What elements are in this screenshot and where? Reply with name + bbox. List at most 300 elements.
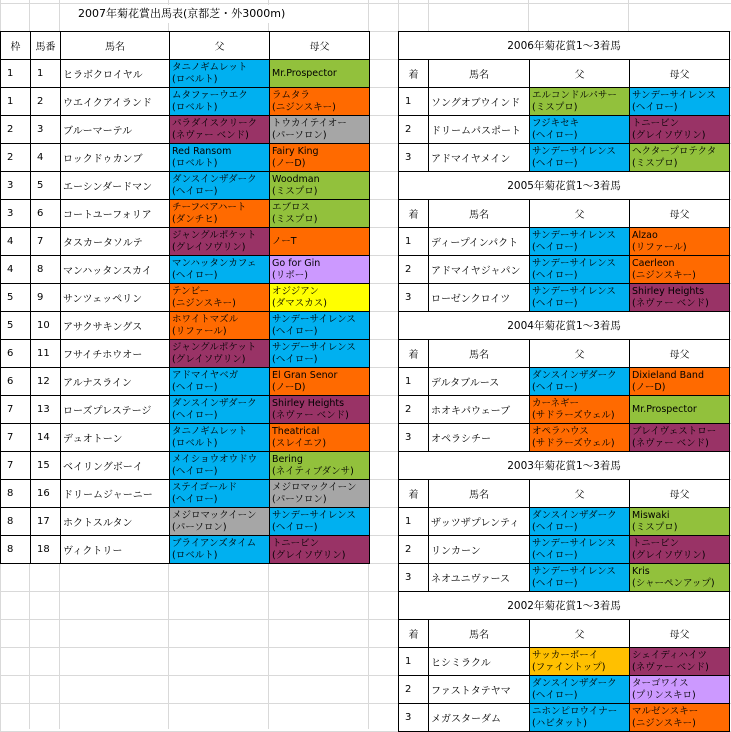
- past-row: [399, 116, 730, 144]
- horse-name-cell: ヒラボクロイヤル: [61, 60, 170, 88]
- sire-cell-line: ホワイトマズル: [172, 313, 239, 325]
- waku-cell: 2: [1, 144, 31, 172]
- rank-cell: 2: [399, 256, 429, 284]
- past-header-cell: 馬名: [429, 60, 530, 88]
- broodmare-sire-cell-line: Alzao: [632, 229, 658, 241]
- past-row: [399, 396, 730, 424]
- sire-cell-line: メイショウオウドウ: [172, 453, 258, 465]
- past-row: [399, 564, 730, 592]
- sire-cell-line: サンデーサイレンス: [532, 565, 616, 577]
- broodmare-sire-cell: [270, 508, 370, 536]
- sire-cell: [170, 200, 270, 228]
- sire-cell: [170, 368, 270, 396]
- broodmare-sire-cell: [270, 396, 370, 424]
- past-header-cell: 馬名: [429, 620, 530, 648]
- broodmare-sire-cell-line: Caerleon: [632, 257, 675, 269]
- rank-cell: 2: [399, 116, 429, 144]
- broodmare-sire-cell-line: El Gran Senor: [272, 369, 338, 381]
- broodmare-sire-cell: [630, 508, 730, 536]
- waku-cell: 4: [1, 256, 31, 284]
- past-header-row: [399, 480, 730, 508]
- broodmare-sire-cell-line: オジジアン: [272, 285, 319, 297]
- sire-cell-line: (グレイソヴリン): [172, 353, 246, 365]
- sire-cell-line: アドマイヤベガ: [172, 369, 239, 381]
- sire-cell-line: エルコンドルパサー: [532, 89, 617, 101]
- umaban-cell: 16: [31, 480, 61, 508]
- past-header-row: [399, 340, 730, 368]
- rank-cell: 1: [399, 88, 429, 116]
- broodmare-sire-cell: [270, 228, 370, 256]
- sire-cell-line: パラダイスクリーク: [172, 117, 258, 129]
- sire-cell: [170, 88, 270, 116]
- sire-cell-line: カーネギー: [532, 397, 580, 409]
- broodmare-sire-cell: [270, 368, 370, 396]
- sire-cell-line: (サドラーズウェル): [532, 437, 615, 449]
- sire-cell-line: ブライアンズタイム: [172, 537, 257, 549]
- sire-cell: [530, 144, 630, 172]
- horse-name-cell: ヴィクトリー: [61, 536, 170, 564]
- sire-cell-line: (グレイソヴリン): [172, 241, 246, 253]
- waku-cell: 6: [1, 368, 31, 396]
- horse-name-cell: ウエイクアイランド: [61, 88, 170, 116]
- broodmare-sire-cell-line: トウカイテイオー: [272, 117, 347, 129]
- broodmare-sire-cell-line: (ニジンスキー): [632, 717, 696, 729]
- past-row: [399, 424, 730, 452]
- broodmare-sire-cell-line: トニービン: [632, 537, 680, 549]
- rank-cell: 2: [399, 396, 429, 424]
- sire-cell-line: (ロベルト): [172, 437, 218, 449]
- sire-cell-line: ダンスインザダーク: [532, 509, 617, 521]
- waku-cell: 7: [1, 452, 31, 480]
- sire-cell: [530, 228, 630, 256]
- sire-cell: [530, 116, 630, 144]
- broodmare-sire-cell-line: (ヘイロー): [272, 521, 318, 533]
- past-header-cell: 着: [399, 620, 429, 648]
- horse-name-cell: ローゼンクロイツ: [429, 284, 530, 312]
- past-row: [399, 228, 730, 256]
- waku-cell: 8: [1, 508, 31, 536]
- past-header-cell: 母父: [630, 200, 730, 228]
- broodmare-sire-cell: [270, 116, 370, 144]
- broodmare-sire-cell-line: (プリンスキロ): [632, 689, 696, 701]
- horse-name-cell: ディープインパクト: [429, 228, 530, 256]
- umaban-cell: 14: [31, 424, 61, 452]
- broodmare-sire-cell: [630, 564, 730, 592]
- broodmare-sire-cell-line: (ニジンスキー): [632, 269, 696, 281]
- sire-cell-line: ジャングルポケット: [172, 229, 257, 241]
- umaban-cell: 11: [31, 340, 61, 368]
- sire-cell-line: ムタファーウエク: [172, 89, 248, 101]
- past-row: [399, 676, 730, 704]
- sire-cell: [170, 452, 270, 480]
- sire-cell-line: (ヘイロー): [172, 493, 218, 505]
- sire-cell-line: (ヘイロー): [532, 549, 578, 561]
- sire-cell-line: ステイゴールド: [172, 481, 238, 493]
- broodmare-sire-cell-line: メジロマックイーン: [272, 481, 357, 493]
- past-section-title: 2002年菊花賞1〜3着馬: [399, 592, 730, 620]
- broodmare-sire-cell: [630, 88, 730, 116]
- entry-row: [1, 340, 370, 368]
- sire-cell-line: Red Ransom: [172, 145, 232, 157]
- past-header-cell: 父: [530, 620, 630, 648]
- past-header-cell: 馬名: [429, 340, 530, 368]
- past-section-title: 2006年菊花賞1〜3着馬: [399, 32, 730, 60]
- sire-cell-line: (ロベルト): [172, 157, 218, 169]
- sire-cell-line: (ヘイロー): [532, 269, 578, 281]
- broodmare-sire-cell: [630, 144, 730, 172]
- past-header-cell: 馬名: [429, 480, 530, 508]
- sire-cell: [170, 284, 270, 312]
- horse-name-cell: ホオキパウェーブ: [429, 396, 530, 424]
- entries-header-cell: 馬名: [61, 32, 170, 60]
- sire-cell-line: (ロベルト): [172, 73, 218, 85]
- sire-cell: [530, 284, 630, 312]
- past-row: [399, 508, 730, 536]
- sire-cell-line: ダンスインザダーク: [172, 397, 257, 409]
- past-header-cell: 父: [530, 60, 630, 88]
- horse-name-cell: デュオトーン: [61, 424, 170, 452]
- broodmare-sire-cell-line: トニービン: [272, 537, 320, 549]
- broodmare-sire-cell-line: (ネイティブダンサ): [272, 465, 354, 477]
- past-header-cell: 父: [530, 340, 630, 368]
- past-row: [399, 144, 730, 172]
- sire-cell-line: (ヘイロー): [172, 381, 218, 393]
- sire-cell-line: (ヘイロー): [532, 577, 578, 589]
- umaban-cell: 2: [31, 88, 61, 116]
- past-header-cell: 着: [399, 200, 429, 228]
- broodmare-sire-cell-line: Dixieland Band: [632, 369, 704, 381]
- horse-name-cell: ホクトスルタン: [61, 508, 170, 536]
- past-section-title-row: [399, 172, 730, 200]
- broodmare-sire-cell-line: サンデーサイレンス: [272, 313, 356, 325]
- sire-cell-line: ダンスインザダーク: [532, 677, 617, 689]
- waku-cell: 2: [1, 116, 31, 144]
- sire-cell: [170, 396, 270, 424]
- broodmare-sire-cell-line: Mr.Prospector: [272, 67, 337, 79]
- sire-cell: [530, 676, 630, 704]
- umaban-cell: 12: [31, 368, 61, 396]
- sire-cell: [530, 368, 630, 396]
- broodmare-sire-cell: [270, 424, 370, 452]
- sire-cell-line: (ヘイロー): [532, 129, 578, 141]
- rank-cell: 2: [399, 536, 429, 564]
- broodmare-sire-cell-line: (パーソロン): [272, 493, 327, 505]
- past-row: [399, 648, 730, 676]
- broodmare-sire-cell: [270, 88, 370, 116]
- sire-cell-line: サンデーサイレンス: [532, 257, 616, 269]
- past-header-cell: 着: [399, 480, 429, 508]
- horse-name-cell: アドマイヤメイン: [429, 144, 530, 172]
- sire-cell: [530, 648, 630, 676]
- past-section-title-row: [399, 312, 730, 340]
- broodmare-sire-cell-line: (ネヴァー ベンド): [632, 437, 709, 449]
- broodmare-sire-cell: [270, 340, 370, 368]
- umaban-cell: 18: [31, 536, 61, 564]
- sire-cell-line: サッカーボーイ: [532, 649, 599, 661]
- waku-cell: 5: [1, 284, 31, 312]
- broodmare-sire-cell-line: サンデーサイレンス: [272, 509, 356, 521]
- horse-name-cell: デルタブルース: [429, 368, 530, 396]
- entries-header-cell: 母父: [270, 32, 370, 60]
- sire-cell-line: (ミスプロ): [532, 101, 578, 113]
- sire-cell-line: (ヘイロー): [172, 185, 218, 197]
- horse-name-cell: コートユーフォリア: [61, 200, 170, 228]
- broodmare-sire-cell-line: Theatrical: [272, 425, 320, 437]
- broodmare-sire-cell-line: (ヘイロー): [272, 353, 318, 365]
- horse-name-cell: ソングオブウインド: [429, 88, 530, 116]
- entry-row: [1, 88, 370, 116]
- sire-cell: [530, 424, 630, 452]
- sire-cell: [170, 312, 270, 340]
- sire-cell-line: (ロベルト): [172, 549, 218, 561]
- horse-name-cell: ヒシミラクル: [429, 648, 530, 676]
- entries-header-cell: 父: [170, 32, 270, 60]
- waku-cell: 7: [1, 424, 31, 452]
- broodmare-sire-cell: [270, 480, 370, 508]
- entries-header-cell: 枠: [1, 32, 31, 60]
- past-header-cell: 父: [530, 480, 630, 508]
- sire-cell-line: (ダンチヒ): [172, 213, 218, 225]
- waku-cell: 1: [1, 88, 31, 116]
- rank-cell: 1: [399, 508, 429, 536]
- past-header-cell: 着: [399, 60, 429, 88]
- broodmare-sire-cell: [630, 116, 730, 144]
- sire-cell: [170, 116, 270, 144]
- broodmare-sire-cell: [630, 704, 730, 732]
- rank-cell: 1: [399, 368, 429, 396]
- broodmare-sire-cell: [270, 536, 370, 564]
- rank-cell: 3: [399, 564, 429, 592]
- entry-row: [1, 200, 370, 228]
- sire-cell-line: タニノギムレット: [172, 61, 248, 73]
- broodmare-sire-cell-line: (ネヴァー ベンド): [272, 409, 349, 421]
- entry-row: [1, 172, 370, 200]
- horse-name-cell: ロックドゥカンブ: [61, 144, 170, 172]
- sire-cell-line: (ヘイロー): [532, 689, 578, 701]
- entries-header-row: [1, 32, 370, 60]
- broodmare-sire-cell-line: ラムタラ: [272, 89, 310, 101]
- broodmare-sire-cell-line: Fairy King: [272, 145, 319, 157]
- broodmare-sire-cell-line: (リボー): [272, 269, 308, 281]
- broodmare-sire-cell-line: (パーソロン): [272, 129, 327, 141]
- horse-name-cell: オペラシチー: [429, 424, 530, 452]
- broodmare-sire-cell-line: Kris: [632, 565, 650, 577]
- umaban-cell: 7: [31, 228, 61, 256]
- sire-cell-line: (ファイントップ): [532, 661, 606, 673]
- entry-row: [1, 116, 370, 144]
- past-header-cell: 父: [530, 200, 630, 228]
- umaban-cell: 1: [31, 60, 61, 88]
- sire-cell: [170, 172, 270, 200]
- broodmare-sire-cell: [630, 424, 730, 452]
- sire-cell-line: (ヘイロー): [532, 157, 578, 169]
- sire-cell-line: ジャングルポケット: [172, 341, 257, 353]
- broodmare-sire-cell: [630, 396, 730, 424]
- horse-name-cell: タスカータソルテ: [61, 228, 170, 256]
- past-row: [399, 256, 730, 284]
- entry-row: [1, 228, 370, 256]
- broodmare-sire-cell-line: シェイディハイツ: [632, 649, 708, 661]
- broodmare-sire-cell-line: (グレイソヴリン): [632, 549, 706, 561]
- broodmare-sire-cell-line: (ノーD): [272, 381, 306, 393]
- broodmare-sire-cell: [630, 648, 730, 676]
- past-row: [399, 88, 730, 116]
- broodmare-sire-cell-line: (グレイソヴリン): [632, 129, 706, 141]
- broodmare-sire-cell: [270, 60, 370, 88]
- past-header-row: [399, 620, 730, 648]
- sire-cell-line: (ニジンスキー): [172, 297, 236, 309]
- rank-cell: 3: [399, 284, 429, 312]
- broodmare-sire-cell: [270, 284, 370, 312]
- broodmare-sire-cell: [270, 172, 370, 200]
- broodmare-sire-cell-line: ターゴワイス: [632, 677, 689, 689]
- broodmare-sire-cell-line: トニービン: [632, 117, 680, 129]
- entry-row: [1, 60, 370, 88]
- sire-cell-line: (ハビタット): [532, 717, 587, 729]
- past-section-title-row: [399, 592, 730, 620]
- waku-cell: 4: [1, 228, 31, 256]
- broodmare-sire-cell: [270, 256, 370, 284]
- broodmare-sire-cell-line: Mr.Prospector: [632, 403, 697, 415]
- horse-name-cell: サンツェッペリン: [61, 284, 170, 312]
- sire-cell-line: マンハッタンカフェ: [172, 257, 257, 269]
- sire-cell-line: (ヘイロー): [532, 297, 578, 309]
- horse-name-cell: マンハッタンスカイ: [61, 256, 170, 284]
- horse-name-cell: ドリームジャーニー: [61, 480, 170, 508]
- sire-cell-line: (ヘイロー): [532, 521, 578, 533]
- past-row: [399, 704, 730, 732]
- broodmare-sire-cell-line: (ミスプロ): [632, 521, 678, 533]
- broodmare-sire-cell-line: Miswaki: [632, 509, 670, 521]
- sire-cell-line: (サドラーズウェル): [532, 409, 615, 421]
- sire-cell: [170, 60, 270, 88]
- broodmare-sire-cell: [630, 676, 730, 704]
- waku-cell: 1: [1, 60, 31, 88]
- horse-name-cell: ファストタテヤマ: [429, 676, 530, 704]
- entries-header-cell: 馬番: [31, 32, 61, 60]
- broodmare-sire-cell-line: (シャーペンアップ): [632, 577, 715, 589]
- horse-name-cell: ドリームパスポート: [429, 116, 530, 144]
- entry-row: [1, 452, 370, 480]
- horse-name-cell: ブルーマーテル: [61, 116, 170, 144]
- umaban-cell: 17: [31, 508, 61, 536]
- entry-row: [1, 396, 370, 424]
- broodmare-sire-cell-line: (ダマスカス): [272, 297, 327, 309]
- waku-cell: 6: [1, 340, 31, 368]
- sire-cell-line: (パーソロン): [172, 521, 227, 533]
- waku-cell: 5: [1, 312, 31, 340]
- broodmare-sire-cell-line: サンデーサイレンス: [272, 341, 356, 353]
- sheet-title: 2007年菊花賞出馬表(京都芝・外3000m): [74, 5, 289, 23]
- entry-row: [1, 312, 370, 340]
- broodmare-sire-cell-line: (スレイエフ): [272, 437, 327, 449]
- umaban-cell: 15: [31, 452, 61, 480]
- broodmare-sire-cell-line: (グレイソヴリン): [272, 549, 346, 561]
- past-header-row: [399, 200, 730, 228]
- past-section-title: 2003年菊花賞1〜3着馬: [399, 452, 730, 480]
- broodmare-sire-cell-line: (ネヴァー ベンド): [632, 297, 709, 309]
- entry-row: [1, 284, 370, 312]
- umaban-cell: 10: [31, 312, 61, 340]
- sire-cell: [170, 144, 270, 172]
- rank-cell: 2: [399, 676, 429, 704]
- sire-cell-line: サンデーサイレンス: [532, 229, 616, 241]
- sire-cell: [530, 396, 630, 424]
- broodmare-sire-cell-line: (ミスプロ): [272, 185, 318, 197]
- sire-cell-line: オペラハウス: [532, 425, 589, 437]
- sire-cell: [170, 536, 270, 564]
- horse-name-cell: ローズプレステージ: [61, 396, 170, 424]
- past-header-row: [399, 60, 730, 88]
- horse-name-cell: ネオユニヴァース: [429, 564, 530, 592]
- sire-cell-line: (ヘイロー): [532, 381, 578, 393]
- horse-name-cell: メガスターダム: [429, 704, 530, 732]
- sire-cell: [530, 256, 630, 284]
- waku-cell: 8: [1, 536, 31, 564]
- broodmare-sire-cell: [630, 256, 730, 284]
- broodmare-sire-cell-line: (ノーD): [632, 381, 666, 393]
- past-header-cell: 馬名: [429, 200, 530, 228]
- waku-cell: 3: [1, 200, 31, 228]
- sire-cell: [170, 256, 270, 284]
- sire-cell: [170, 424, 270, 452]
- past-row: [399, 284, 730, 312]
- entry-row: [1, 144, 370, 172]
- sire-cell: [170, 340, 270, 368]
- broodmare-sire-cell: [270, 144, 370, 172]
- sire-cell-line: サンデーサイレンス: [532, 537, 616, 549]
- broodmare-sire-cell-line: (リファール): [632, 241, 687, 253]
- broodmare-sire-cell: [630, 368, 730, 396]
- broodmare-sire-cell-line: サンデーサイレンス: [632, 89, 716, 101]
- broodmare-sire-cell-line: (ミスプロ): [632, 157, 678, 169]
- entry-row: [1, 480, 370, 508]
- sire-cell-line: (ロベルト): [172, 101, 218, 113]
- past-header-cell: 母父: [630, 480, 730, 508]
- sire-cell-line: ニホンピロウイナー: [532, 705, 618, 717]
- broodmare-sire-cell: [630, 228, 730, 256]
- sire-cell: [170, 480, 270, 508]
- past-section-title: 2005年菊花賞1〜3着馬: [399, 172, 730, 200]
- broodmare-sire-cell-line: Woodman: [272, 173, 320, 185]
- broodmare-sire-cell: [270, 312, 370, 340]
- broodmare-sire-cell-line: Bering: [272, 453, 303, 465]
- horse-name-cell: エーシンダードマン: [61, 172, 170, 200]
- rank-cell: 1: [399, 228, 429, 256]
- broodmare-sire-cell-line: ブレイヴェストロー: [632, 425, 717, 437]
- entry-row: [1, 424, 370, 452]
- umaban-cell: 6: [31, 200, 61, 228]
- sire-cell: [170, 228, 270, 256]
- broodmare-sire-cell-line: マルゼンスキー: [632, 705, 699, 717]
- past-header-cell: 着: [399, 340, 429, 368]
- broodmare-sire-cell-line: (ノーD): [272, 157, 306, 169]
- broodmare-sire-cell-line: Go for Gin: [272, 257, 321, 269]
- broodmare-sire-cell-line: (ヘイロー): [632, 101, 678, 113]
- rank-cell: 3: [399, 704, 429, 732]
- broodmare-sire-cell: [630, 284, 730, 312]
- sire-cell-line: (リファール): [172, 325, 227, 337]
- horse-name-cell: ザッツザプレンティ: [429, 508, 530, 536]
- broodmare-sire-cell-line: ノーT: [272, 235, 297, 247]
- umaban-cell: 4: [31, 144, 61, 172]
- sire-cell-line: ダンスインザダーク: [532, 369, 617, 381]
- entry-row: [1, 536, 370, 564]
- sire-cell-line: サンデーサイレンス: [532, 285, 616, 297]
- waku-cell: 3: [1, 172, 31, 200]
- horse-name-cell: アルナスライン: [61, 368, 170, 396]
- sire-cell: [530, 536, 630, 564]
